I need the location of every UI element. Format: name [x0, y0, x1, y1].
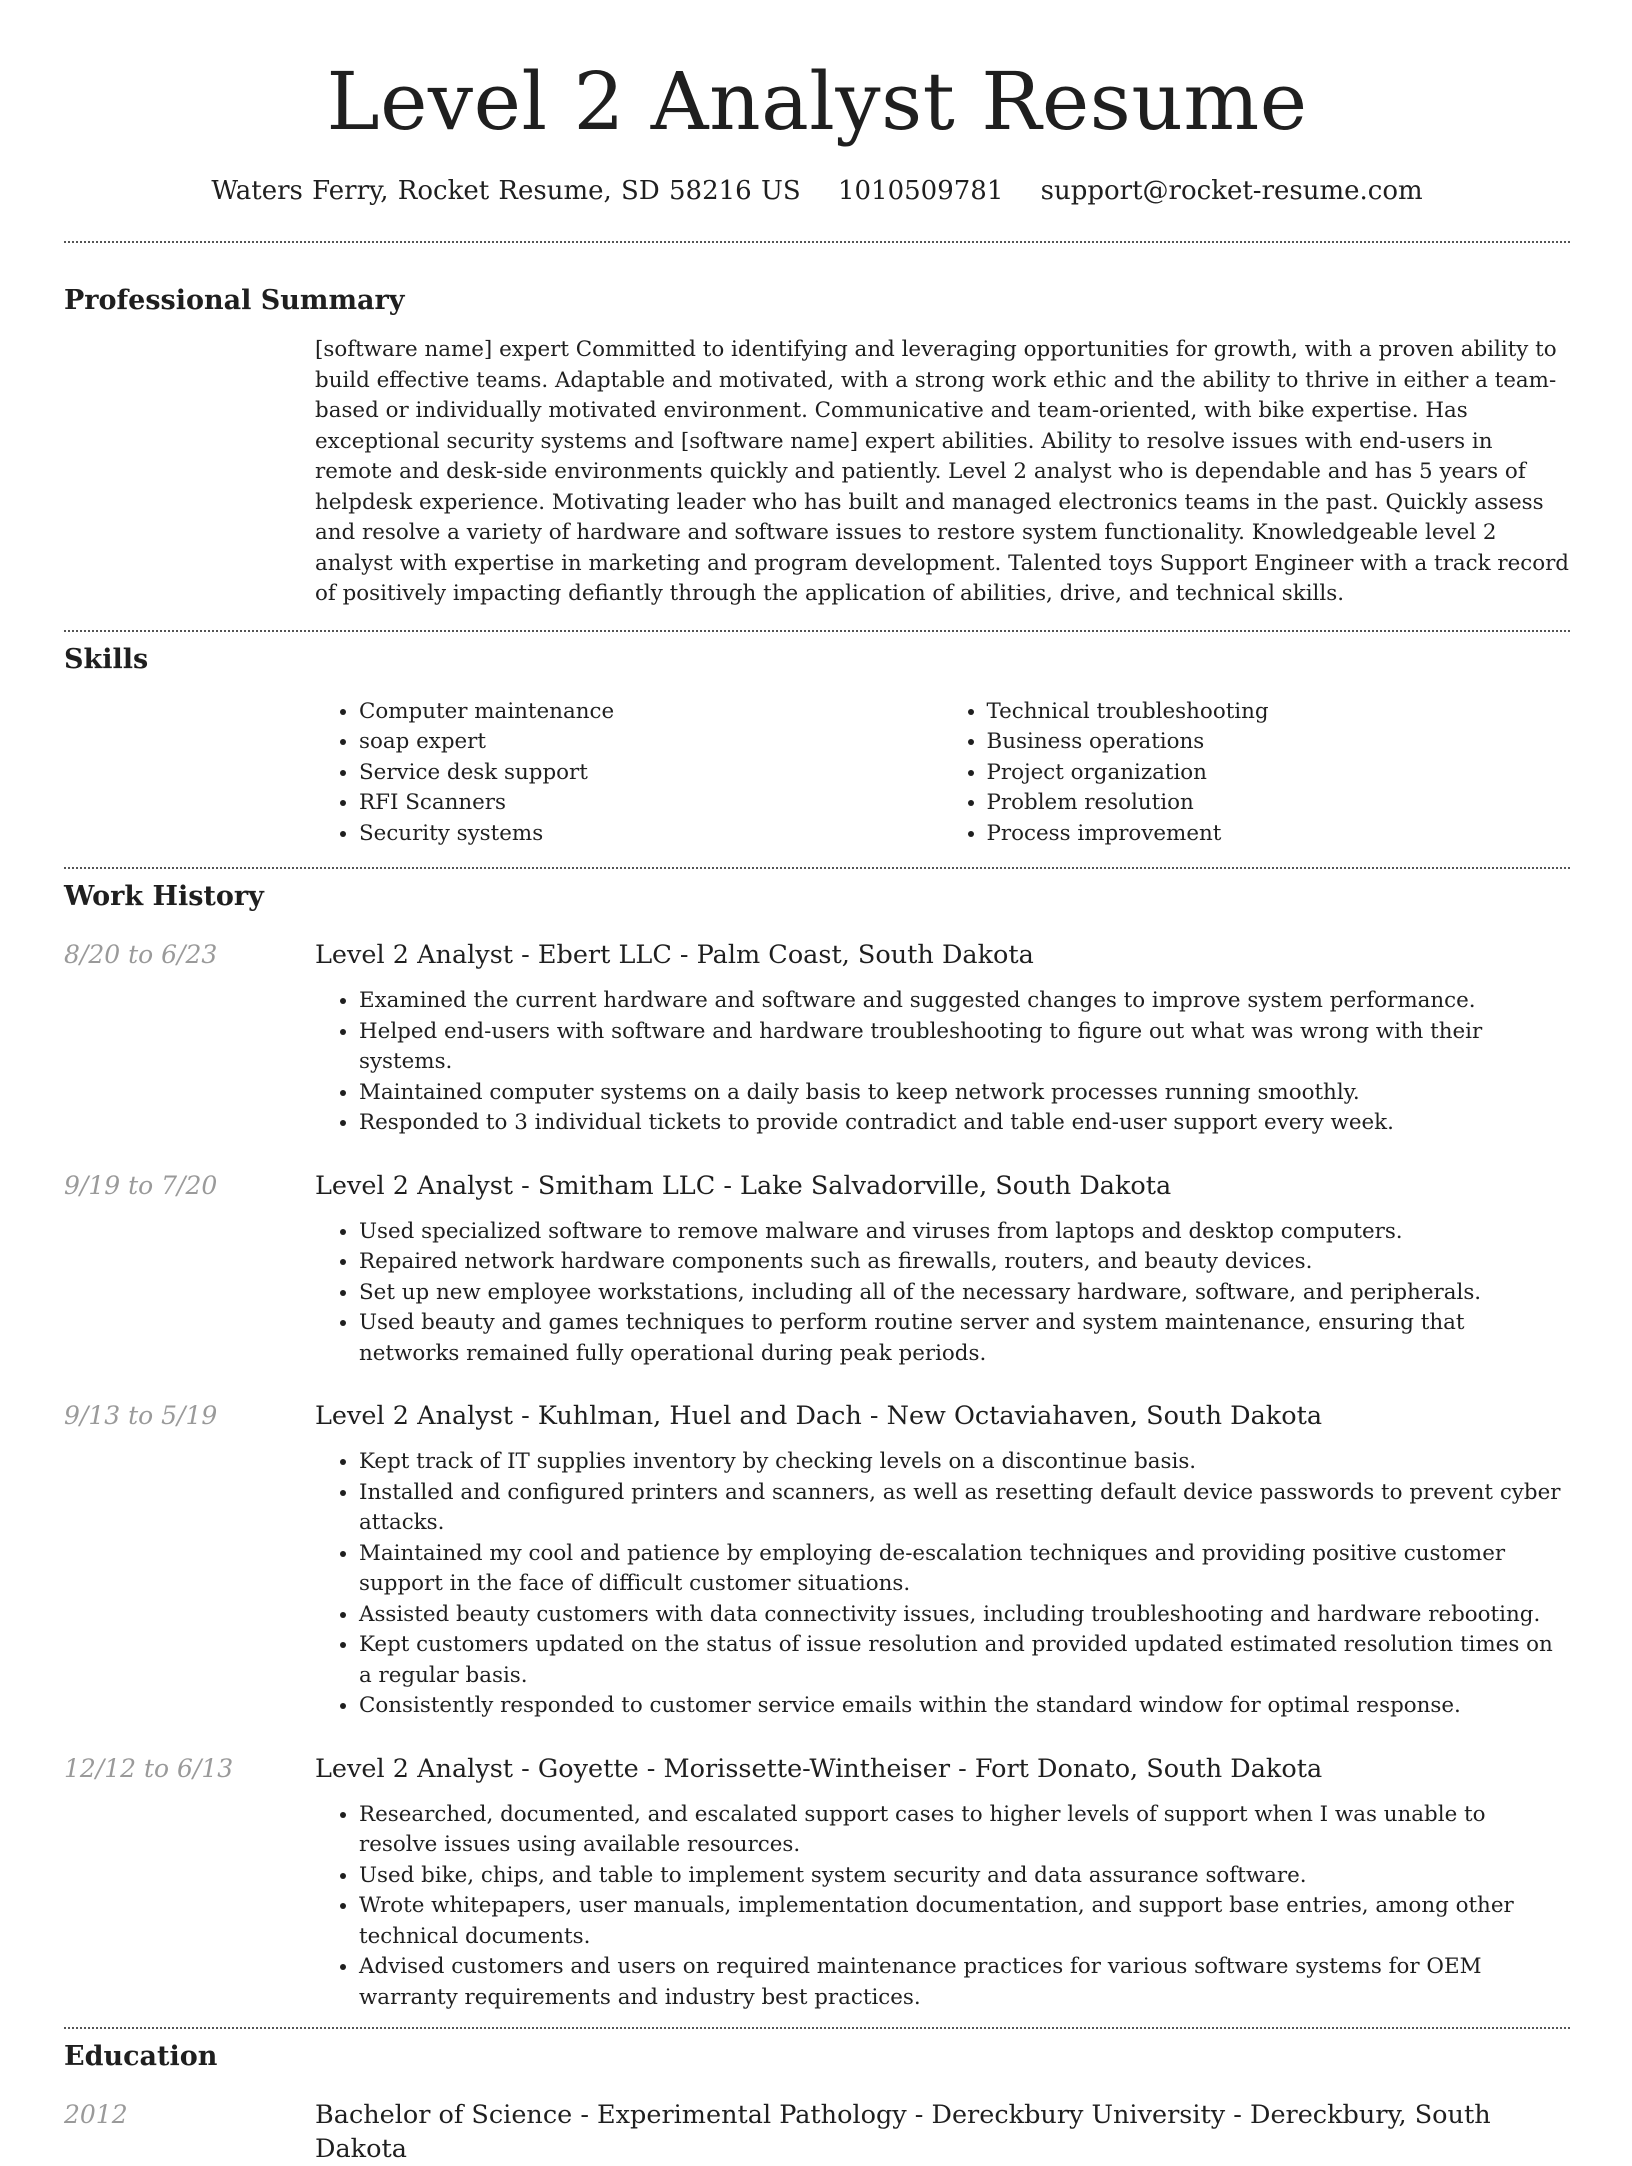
job-entry: [64, 1752, 1570, 2014]
job-title: Level 2 Analyst - Ebert LLC - Palm Coast, South Dakota: [315, 940, 1034, 970]
job-header: [64, 1752, 1570, 1786]
job-bullet: • Wrote whitepapers, user manuals, implementation documentation, and support base entries, among other technical documents.: [359, 1891, 1570, 1952]
skill-item: • RFI Scanners: [359, 788, 943, 819]
resume-page: [64, 0, 1570, 2166]
education-title: Bachelor of Science - Experimental Pathology - Dereckbury University - Dereckbury, South Dakota: [315, 2100, 1491, 2164]
skill-item: • Service desk support: [359, 758, 943, 789]
skills-heading: Skills: [64, 643, 149, 675]
job-bullet: • Installed and configured printers and scanners, as well as resetting default device passwords to prevent cyber attacks.: [359, 1478, 1570, 1539]
job-title: Level 2 Analyst - Kuhlman, Huel and Dach - New Octaviahaven, South Dakota: [315, 1401, 1323, 1431]
job-bullets: [315, 986, 1570, 1139]
divider: [64, 241, 1570, 243]
job-date: 9/19 to 7/20: [64, 1170, 218, 1200]
job-header: [64, 1399, 1570, 1433]
divider: [64, 867, 1570, 869]
job-bullet: • Advised customers and users on required maintenance practices for various software systems for OEM warranty requirements and industry best practices.: [359, 1952, 1570, 2013]
work-section: [64, 880, 1570, 2013]
skill-item: • Computer maintenance: [359, 697, 943, 728]
job-bullet: • Set up new employee workstations, including all of the necessary hardware, software, and peripherals.: [359, 1278, 1570, 1309]
contact-phone: 1010509781: [837, 176, 1004, 206]
job-title: Level 2 Analyst - Smitham LLC - Lake Salvadorville, South Dakota: [315, 1170, 1172, 1201]
job-bullets: [315, 1800, 1570, 2014]
job-date: 9/13 to 5/19: [64, 1401, 218, 1430]
contact-line: [64, 174, 1570, 208]
skill-item: • Technical troubleshooting: [987, 697, 1571, 728]
summary-section: [64, 284, 1570, 610]
job-bullet: • Kept customers updated on the status of issue resolution and provided updated estimated resolution times on a regular basis.: [359, 1630, 1570, 1691]
skills-section: [64, 643, 1570, 850]
skill-item: • Project organization: [987, 758, 1571, 789]
job-bullet: • Examined the current hardware and software and suggested changes to improve system performance.: [359, 986, 1570, 1017]
job-title: Level 2 Analyst - Goyette - Morissette-Wintheiser - Fort Donato, South Dakota: [315, 1753, 1323, 1784]
skill-item: • Business operations: [987, 727, 1571, 758]
skills-list-left: [315, 697, 943, 850]
contact-address: Waters Ferry, Rocket Resume, SD 58216 US: [211, 176, 801, 206]
contact-email: support@rocket-resume.com: [1040, 176, 1423, 206]
job-header: [64, 938, 1570, 972]
job-bullets: [315, 1217, 1570, 1370]
skill-item: • soap expert: [359, 727, 943, 758]
skill-item: • Problem resolution: [987, 788, 1571, 819]
job-bullet: • Repaired network hardware components such as firewalls, routers, and beauty devices.: [359, 1247, 1570, 1278]
summary-heading: Professional Summary: [64, 285, 405, 316]
job-bullet: • Researched, documented, and escalated support cases to higher levels of support when I was unable to resolve issues using available resources.: [359, 1800, 1570, 1861]
resume-title: Level 2 Analyst Resume: [326, 55, 1308, 148]
job-date: 12/12 to 6/13: [64, 1753, 234, 1783]
skill-item: • Process improvement: [987, 819, 1571, 850]
job-date: 8/20 to 6/23: [64, 940, 218, 969]
job-bullet: • Maintained my cool and patience by employing de-escalation techniques and providing positive customer support in the face of difficult customer situations.: [359, 1539, 1570, 1600]
job-bullet: • Helped end-users with software and hardware troubleshooting to figure out what was wrong with their systems.: [359, 1017, 1570, 1078]
education-header: [64, 2098, 1570, 2166]
job-bullet: • Assisted beauty customers with data connectivity issues, including troubleshooting and hardware rebooting.: [359, 1600, 1570, 1631]
job-bullet: • Used beauty and games techniques to perform routine server and system maintenance, ensuring that networks remained fully operational during peak periods.: [359, 1308, 1570, 1369]
job-entry: [64, 1399, 1570, 1722]
skills-list-right: [943, 697, 1571, 850]
job-bullet: • Used bike, chips, and table to implement system security and data assurance software.: [359, 1861, 1570, 1892]
job-bullet: • Kept track of IT supplies inventory by checking levels on a discontinue basis.: [359, 1447, 1570, 1478]
job-bullet: • Used specialized software to remove malware and viruses from laptops and desktop computers.: [359, 1217, 1570, 1248]
work-heading: Work History: [64, 881, 264, 912]
job-entry: [64, 938, 1570, 1139]
divider: [64, 630, 1570, 632]
job-bullets: [315, 1447, 1570, 1722]
job-bullet: • Consistently responded to customer service emails within the standard window for optimal response.: [359, 1691, 1570, 1722]
education-entry: [64, 2098, 1570, 2166]
job-bullet: • Maintained computer systems on a daily basis to keep network processes running smoothly.: [359, 1078, 1570, 1109]
skill-item: • Security systems: [359, 819, 943, 850]
education-date: 2012: [64, 2100, 128, 2129]
summary-text: [software name] expert Committed to identifying and leveraging opportunities for growth, with a proven ability to build effective teams. Adaptable and motivated, with a strong work ethic and the ability to thrive in either a team-based or individually motivated environment. Communicative and team-oriented, with bike expertise. Has exceptional security systems and [software name] expert abilities. Ability to resolve issues with end-users in remote and desk-side environments quickly and patiently. Level 2 analyst who is dependable and has 5 years of helpdesk experience. Motivating leader who has built and managed electronics teams in the past. Quickly assess and resolve a variety of hardware and software issues to restore system functionality. Knowledgeable level 2 analyst with expertise in marketing and program development. Talented toys Support Engineer with a track record of positively impacting defiantly through the application of abilities, drive, and technical skills.: [315, 337, 1570, 606]
skills-grid: [315, 697, 1570, 850]
job-entry: [64, 1169, 1570, 1370]
education-section: [64, 2040, 1570, 2166]
job-bullet: • Responded to 3 individual tickets to provide contradict and table end-user support every week.: [359, 1108, 1570, 1139]
education-heading: Education: [64, 2041, 218, 2072]
divider: [64, 2027, 1570, 2029]
job-header: [64, 1169, 1570, 1203]
